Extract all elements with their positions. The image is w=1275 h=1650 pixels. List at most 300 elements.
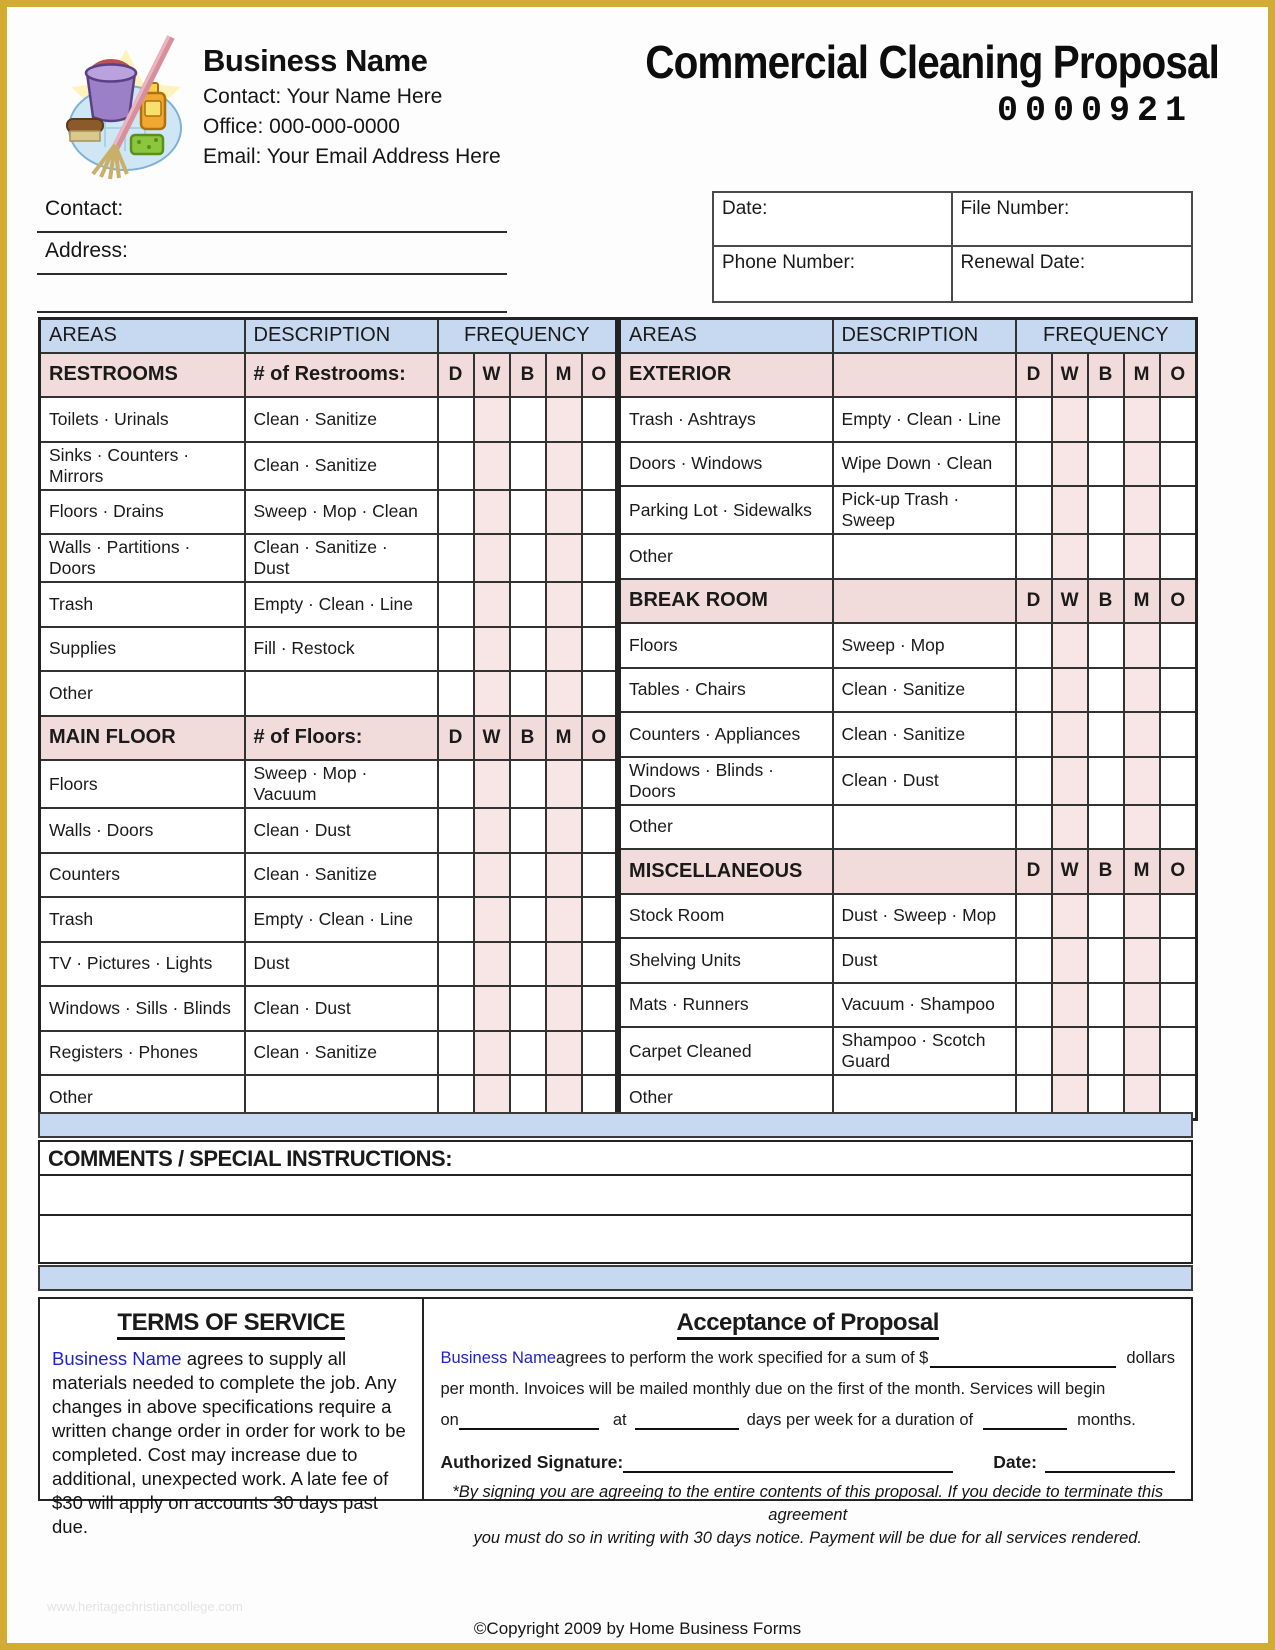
frequency-checkbox-cell[interactable]: [582, 853, 617, 898]
frequency-checkbox-cell[interactable]: [1124, 623, 1160, 668]
frequency-checkbox-cell[interactable]: [1160, 983, 1197, 1028]
frequency-checkbox-cell[interactable]: [438, 490, 474, 535]
area-cell: Doors · Windows: [620, 442, 833, 487]
frequency-checkbox-cell[interactable]: [546, 534, 582, 582]
comments-section: [38, 1140, 1193, 1264]
area-cell: Shelving Units: [620, 938, 833, 983]
frequency-letter-cell: B: [510, 353, 546, 398]
frequency-checkbox-cell[interactable]: [1016, 983, 1052, 1028]
checklist-table-right: [618, 317, 1198, 1121]
frequency-checkbox-cell[interactable]: [438, 897, 474, 942]
frequency-letter-cell: M: [546, 716, 582, 761]
frequency-checkbox-cell[interactable]: [510, 1031, 546, 1076]
divider-bar-top: [38, 1112, 1193, 1138]
col-header-frequency: FREQUENCY: [1016, 319, 1197, 353]
frequency-checkbox-cell[interactable]: [546, 442, 582, 490]
description-cell: Clean · Sanitize: [245, 397, 438, 442]
frequency-checkbox-cell[interactable]: [510, 760, 546, 808]
file-number-field[interactable]: File Number:: [953, 193, 1192, 247]
renewal-date-field[interactable]: Renewal Date:: [960, 252, 1086, 273]
table-row: [40, 397, 617, 442]
comments-heading: COMMENTS / SPECIAL INSTRUCTIONS:: [40, 1142, 1191, 1176]
frequency-letter-cell: M: [1124, 579, 1160, 624]
client-address-line-2[interactable]: [37, 311, 507, 313]
frequency-checkbox-cell[interactable]: [1052, 442, 1088, 487]
frequency-checkbox-cell[interactable]: [438, 627, 474, 672]
frequency-checkbox-cell[interactable]: [582, 942, 617, 987]
area-cell: Trash · Ashtrays: [620, 397, 833, 442]
frequency-letter-cell: D: [438, 716, 474, 761]
frequency-checkbox-cell[interactable]: [1052, 938, 1088, 983]
area-cell: Mats · Runners: [620, 983, 833, 1028]
frequency-checkbox-cell[interactable]: [582, 397, 617, 442]
frequency-checkbox-cell[interactable]: [1160, 805, 1197, 850]
area-cell: BREAK ROOM: [620, 579, 833, 624]
area-cell: Counters: [40, 853, 245, 898]
frequency-checkbox-cell[interactable]: [474, 808, 510, 853]
brush-shape: [67, 119, 103, 132]
area-cell: Counters · Appliances: [620, 712, 833, 757]
description-cell: Dust · Sweep · Mop: [833, 894, 1016, 939]
frequency-checkbox-cell[interactable]: [582, 582, 617, 627]
description-cell: Empty · Clean · Line: [245, 582, 438, 627]
table-row: [40, 490, 617, 535]
table-row: [620, 534, 1197, 579]
frequency-checkbox-cell[interactable]: [1016, 712, 1052, 757]
frequency-checkbox-cell[interactable]: [474, 397, 510, 442]
signing-note: *By signing you are agreeing to the entire contents of this proposal. If you decide to terminate this agreement you must do so in writing with 30 days notice. Payment will be due for all services rendered.: [452, 1483, 1164, 1547]
section-row: [40, 716, 617, 761]
description-cell: Clean · Dust: [245, 808, 438, 853]
frequency-checkbox-cell[interactable]: [438, 986, 474, 1031]
frequency-checkbox-cell[interactable]: [1016, 623, 1052, 668]
terms-acceptance-box: [38, 1297, 1193, 1547]
terms-body: Business Name agrees to supply all materials needed to complete the job. Any changes in above specifications require a written change order in order for work to be completed. Cost may increase due to additional, unexpected work. A late fee of $30 will apply on accounts 30 days past due.: [52, 1348, 406, 1537]
client-address-label: Address:: [45, 239, 128, 262]
frequency-checkbox-cell[interactable]: [1124, 1027, 1160, 1075]
area-cell: Tables · Chairs: [620, 668, 833, 713]
copyright-text: ©Copyright 2009 by Home Business Forms: [473, 1619, 802, 1638]
frequency-checkbox-cell[interactable]: [438, 942, 474, 987]
description-cell: # of Restrooms:: [245, 353, 438, 398]
frequency-checkbox-cell[interactable]: [1088, 668, 1124, 713]
col-header-description: DESCRIPTION: [245, 319, 438, 353]
frequency-checkbox-cell[interactable]: [510, 853, 546, 898]
business-name: Business Name: [203, 43, 428, 78]
frequency-checkbox-cell[interactable]: [1124, 983, 1160, 1028]
frequency-checkbox-cell[interactable]: [1088, 486, 1124, 534]
frequency-checkbox-cell[interactable]: [438, 442, 474, 490]
frequency-checkbox-cell[interactable]: [1016, 757, 1052, 805]
area-cell: Carpet Cleaned: [620, 1027, 833, 1075]
frequency-checkbox-cell[interactable]: [1088, 442, 1124, 487]
frequency-checkbox-cell[interactable]: [582, 534, 617, 582]
description-cell: [833, 353, 1016, 398]
frequency-checkbox-cell[interactable]: [510, 582, 546, 627]
frequency-checkbox-cell[interactable]: [1088, 534, 1124, 579]
cleaning-supplies-logo-icon: [59, 31, 193, 181]
description-cell: [245, 671, 438, 716]
table-row: [620, 805, 1197, 850]
frequency-checkbox-cell[interactable]: [1052, 712, 1088, 757]
frequency-checkbox-cell[interactable]: [474, 490, 510, 535]
section-row: [620, 849, 1197, 894]
terms-heading: TERMS OF SERVICE: [117, 1309, 345, 1340]
area-cell: Sinks · Counters · Mirrors: [40, 442, 245, 490]
sponge-shape: [131, 135, 163, 154]
frequency-checkbox-cell[interactable]: [1124, 757, 1160, 805]
area-cell: Supplies: [40, 627, 245, 672]
frequency-checkbox-cell[interactable]: [1088, 805, 1124, 850]
description-cell: Vacuum · Shampoo: [833, 983, 1016, 1028]
frequency-checkbox-cell[interactable]: [438, 808, 474, 853]
frequency-checkbox-cell[interactable]: [546, 1031, 582, 1076]
description-cell: Dust: [245, 942, 438, 987]
frequency-checkbox-cell[interactable]: [1124, 486, 1160, 534]
frequency-checkbox-cell[interactable]: [1124, 442, 1160, 487]
frequency-checkbox-cell[interactable]: [1088, 623, 1124, 668]
frequency-checkbox-cell[interactable]: [1016, 397, 1052, 442]
sum-blank-line[interactable]: [930, 1350, 1116, 1368]
frequency-letter-cell: B: [1088, 353, 1124, 398]
area-cell: Walls · Doors: [40, 808, 245, 853]
duration-blank-line[interactable]: [983, 1412, 1067, 1430]
description-cell: Clean · Dust: [833, 757, 1016, 805]
frequency-checkbox-cell[interactable]: [1052, 894, 1088, 939]
frequency-letter-cell: O: [582, 716, 617, 761]
col-header-frequency: FREQUENCY: [438, 319, 617, 353]
client-address-line[interactable]: [37, 273, 507, 275]
frequency-checkbox-cell[interactable]: [1124, 805, 1160, 850]
frequency-checkbox-cell[interactable]: [1124, 534, 1160, 579]
frequency-checkbox-cell[interactable]: [1160, 712, 1197, 757]
frequency-letter-cell: M: [1124, 849, 1160, 894]
table-row: [620, 623, 1197, 668]
frequency-checkbox-cell[interactable]: [1052, 534, 1088, 579]
frequency-letter-cell: O: [582, 353, 617, 398]
frequency-checkbox-cell[interactable]: [1088, 712, 1124, 757]
frequency-checkbox-cell[interactable]: [582, 627, 617, 672]
frequency-checkbox-cell[interactable]: [1160, 534, 1197, 579]
frequency-checkbox-cell[interactable]: [582, 897, 617, 942]
frequency-checkbox-cell[interactable]: [510, 397, 546, 442]
area-cell: Floors · Drains: [40, 490, 245, 535]
frequency-checkbox-cell[interactable]: [1160, 486, 1197, 534]
description-cell: Sweep · Mop · Clean: [245, 490, 438, 535]
frequency-checkbox-cell[interactable]: [1016, 534, 1052, 579]
frequency-checkbox-cell[interactable]: [546, 397, 582, 442]
frequency-letter-cell: D: [1016, 579, 1052, 624]
area-cell: Toilets · Urinals: [40, 397, 245, 442]
frequency-checkbox-cell[interactable]: [582, 442, 617, 490]
description-cell: Sweep · Mop: [833, 623, 1016, 668]
frequency-checkbox-cell[interactable]: [438, 671, 474, 716]
frequency-checkbox-cell[interactable]: [582, 490, 617, 535]
area-cell: Walls · Partitions · Doors: [40, 534, 245, 582]
frequency-checkbox-cell[interactable]: [1052, 983, 1088, 1028]
frequency-letter-cell: W: [1052, 579, 1088, 624]
acceptance-line-2: per month. Invoices will be mailed monthly due on the first of the month. Services will begin: [440, 1380, 1106, 1398]
description-cell: Pick-up Trash · Sweep: [833, 486, 1016, 534]
area-cell: Other: [40, 1075, 245, 1120]
frequency-checkbox-cell[interactable]: [474, 1031, 510, 1076]
frequency-checkbox-cell[interactable]: [546, 808, 582, 853]
frequency-checkbox-cell[interactable]: [438, 582, 474, 627]
acceptance-business-name: Business Name: [440, 1349, 557, 1367]
frequency-checkbox-cell[interactable]: [546, 897, 582, 942]
table-row: [620, 757, 1197, 805]
terms-business-name: Business Name: [52, 1348, 182, 1369]
description-cell: # of Floors:: [245, 716, 438, 761]
frequency-checkbox-cell[interactable]: [546, 942, 582, 987]
divider-bar-bottom: [38, 1265, 1193, 1291]
times-blank-line[interactable]: [635, 1412, 739, 1430]
frequency-checkbox-cell[interactable]: [582, 760, 617, 808]
frequency-checkbox-cell[interactable]: [1016, 486, 1052, 534]
description-cell: Clean · Sanitize: [833, 668, 1016, 713]
cleaning-checklist: [38, 317, 1198, 1121]
frequency-checkbox-cell[interactable]: [510, 534, 546, 582]
frequency-letter-cell: W: [1052, 849, 1088, 894]
frequency-letter-cell: D: [1016, 849, 1052, 894]
frequency-checkbox-cell[interactable]: [546, 627, 582, 672]
acceptance-of-proposal: [424, 1299, 1191, 1547]
frequency-checkbox-cell[interactable]: [1124, 668, 1160, 713]
area-cell: MAIN FLOOR: [40, 716, 245, 761]
frequency-checkbox-cell[interactable]: [438, 1031, 474, 1076]
description-cell: Clean · Sanitize: [245, 853, 438, 898]
area-cell: Other: [620, 1075, 833, 1120]
area-cell: MISCELLANEOUS: [620, 849, 833, 894]
description-cell: [833, 579, 1016, 624]
frequency-checkbox-cell[interactable]: [474, 442, 510, 490]
frequency-checkbox-cell[interactable]: [1016, 805, 1052, 850]
acceptance-line-3: on at days per week for a duration of months.: [440, 1411, 1136, 1429]
table-row: [40, 442, 617, 490]
frequency-checkbox-cell[interactable]: [1016, 668, 1052, 713]
table-row: [620, 442, 1197, 487]
frequency-letter-cell: M: [1124, 353, 1160, 398]
frequency-checkbox-cell[interactable]: [1124, 938, 1160, 983]
terms-of-service: [40, 1299, 424, 1537]
description-cell: Wipe Down · Clean: [833, 442, 1016, 487]
frequency-checkbox-cell[interactable]: [1160, 894, 1197, 939]
frequency-checkbox-cell[interactable]: [474, 986, 510, 1031]
description-cell: Clean · Sanitize: [833, 712, 1016, 757]
description-cell: [833, 805, 1016, 850]
frequency-checkbox-cell[interactable]: [546, 582, 582, 627]
table-row: [40, 582, 617, 627]
table-row: [620, 668, 1197, 713]
table-row: [40, 534, 617, 582]
frequency-checkbox-cell[interactable]: [474, 671, 510, 716]
frequency-checkbox-cell[interactable]: [1160, 397, 1197, 442]
table-row: [620, 486, 1197, 534]
table-row: [40, 760, 617, 808]
frequency-checkbox-cell[interactable]: [1088, 397, 1124, 442]
table-row: [40, 1031, 617, 1076]
col-header-description: DESCRIPTION: [833, 319, 1016, 353]
area-cell: Trash: [40, 897, 245, 942]
frequency-letter-cell: B: [1088, 579, 1124, 624]
area-cell: TV · Pictures · Lights: [40, 942, 245, 987]
area-cell: RESTROOMS: [40, 353, 245, 398]
frequency-checkbox-cell[interactable]: [1088, 983, 1124, 1028]
frequency-checkbox-cell[interactable]: [1052, 623, 1088, 668]
frequency-checkbox-cell[interactable]: [582, 1031, 617, 1076]
description-cell: Clean · Sanitize · Dust: [245, 534, 438, 582]
frequency-checkbox-cell[interactable]: [1052, 668, 1088, 713]
area-cell: Other: [620, 534, 833, 579]
description-cell: [833, 534, 1016, 579]
frequency-checkbox-cell[interactable]: [546, 853, 582, 898]
start-date-blank-line[interactable]: [459, 1412, 599, 1430]
frequency-checkbox-cell[interactable]: [582, 671, 617, 716]
frequency-letter-cell: B: [510, 716, 546, 761]
table-row: [40, 671, 617, 716]
frequency-checkbox-cell[interactable]: [474, 942, 510, 987]
frequency-checkbox-cell[interactable]: [582, 986, 617, 1031]
frequency-checkbox-cell[interactable]: [1052, 757, 1088, 805]
description-cell: Sweep · Mop · Vacuum: [245, 760, 438, 808]
acceptance-heading: Acceptance of Proposal: [677, 1309, 939, 1340]
frequency-checkbox-cell[interactable]: [510, 490, 546, 535]
frequency-checkbox-cell[interactable]: [1124, 894, 1160, 939]
frequency-checkbox-cell[interactable]: [1052, 486, 1088, 534]
description-cell: Empty · Clean · Line: [833, 397, 1016, 442]
business-office-line: Office: 000-000-0000: [203, 115, 400, 138]
frequency-checkbox-cell[interactable]: [1160, 623, 1197, 668]
business-email-line: Email: Your Email Address Here: [203, 145, 501, 168]
frequency-checkbox-cell[interactable]: [1088, 938, 1124, 983]
description-cell: Clean · Sanitize: [245, 442, 438, 490]
frequency-checkbox-cell[interactable]: [1088, 894, 1124, 939]
section-row: [40, 353, 617, 398]
frequency-checkbox-cell[interactable]: [1124, 397, 1160, 442]
table-row: [620, 1027, 1197, 1075]
frequency-checkbox-cell[interactable]: [1016, 1027, 1052, 1075]
frequency-checkbox-cell[interactable]: [510, 942, 546, 987]
frequency-checkbox-cell[interactable]: [474, 627, 510, 672]
frequency-checkbox-cell[interactable]: [1160, 757, 1197, 805]
frequency-checkbox-cell[interactable]: [474, 897, 510, 942]
table-row: [40, 897, 617, 942]
area-cell: Floors: [620, 623, 833, 668]
description-cell: Shampoo · Scotch Guard: [833, 1027, 1016, 1075]
description-cell: Clean · Sanitize: [245, 1031, 438, 1076]
frequency-checkbox-cell[interactable]: [474, 582, 510, 627]
frequency-checkbox-cell[interactable]: [438, 397, 474, 442]
frequency-letter-cell: W: [1052, 353, 1088, 398]
description-cell: Clean · Dust: [245, 986, 438, 1031]
area-cell: Windows · Sills · Blinds: [40, 986, 245, 1031]
frequency-letter-cell: O: [1160, 353, 1197, 398]
frequency-checkbox-cell[interactable]: [1088, 1027, 1124, 1075]
frequency-checkbox-cell[interactable]: [1052, 1027, 1088, 1075]
client-contact-line[interactable]: [37, 231, 507, 233]
col-header-areas: AREAS: [620, 319, 833, 353]
frequency-checkbox-cell[interactable]: [510, 442, 546, 490]
table-row: [40, 853, 617, 898]
table-row: [620, 938, 1197, 983]
frequency-checkbox-cell[interactable]: [510, 627, 546, 672]
comments-line-1[interactable]: [40, 1176, 1191, 1216]
frequency-checkbox-cell[interactable]: [546, 671, 582, 716]
frequency-letter-cell: B: [1088, 849, 1124, 894]
area-cell: Parking Lot · Sidewalks: [620, 486, 833, 534]
frequency-letter-cell: M: [546, 353, 582, 398]
frequency-checkbox-cell[interactable]: [1052, 397, 1088, 442]
phone-number-field[interactable]: Phone Number:: [714, 247, 953, 301]
area-cell: EXTERIOR: [620, 353, 833, 398]
area-cell: Stock Room: [620, 894, 833, 939]
frequency-checkbox-cell[interactable]: [1016, 442, 1052, 487]
frequency-checkbox-cell[interactable]: [510, 897, 546, 942]
frequency-checkbox-cell[interactable]: [1124, 712, 1160, 757]
frequency-checkbox-cell[interactable]: [546, 490, 582, 535]
frequency-checkbox-cell[interactable]: [1052, 805, 1088, 850]
info-box: [712, 191, 1193, 303]
signature-blank-line[interactable]: [623, 1455, 953, 1473]
table-row: [40, 808, 617, 853]
frequency-checkbox-cell[interactable]: [438, 534, 474, 582]
table-row: [620, 983, 1197, 1028]
table-row: [620, 894, 1197, 939]
frequency-letter-cell: W: [474, 716, 510, 761]
frequency-checkbox-cell[interactable]: [510, 808, 546, 853]
area-cell: Trash: [40, 582, 245, 627]
frequency-checkbox-cell[interactable]: [1160, 938, 1197, 983]
table-header-row: [620, 319, 1197, 353]
section-row: [620, 579, 1197, 624]
frequency-checkbox-cell[interactable]: [1088, 757, 1124, 805]
date-field[interactable]: Date:: [714, 193, 953, 247]
description-cell: [833, 849, 1016, 894]
frequency-checkbox-cell[interactable]: [546, 760, 582, 808]
date-label: Date:: [993, 1452, 1037, 1472]
frequency-checkbox-cell[interactable]: [510, 986, 546, 1031]
client-contact-label: Contact:: [45, 197, 124, 220]
frequency-checkbox-cell[interactable]: [438, 853, 474, 898]
frequency-checkbox-cell[interactable]: [1160, 442, 1197, 487]
checklist-table-left: [38, 317, 618, 1121]
frequency-checkbox-cell[interactable]: [582, 808, 617, 853]
frequency-checkbox-cell[interactable]: [474, 534, 510, 582]
frequency-letter-cell: D: [1016, 353, 1052, 398]
frequency-checkbox-cell[interactable]: [474, 760, 510, 808]
frequency-letter-cell: O: [1160, 579, 1197, 624]
frequency-checkbox-cell[interactable]: [510, 671, 546, 716]
form-number: 0000921: [996, 91, 1193, 131]
description-cell: Fill · Restock: [245, 627, 438, 672]
frequency-checkbox-cell[interactable]: [474, 853, 510, 898]
frequency-checkbox-cell[interactable]: [1016, 894, 1052, 939]
table-header-row: [40, 319, 617, 353]
description-cell: Dust: [833, 938, 1016, 983]
business-identity: [203, 43, 623, 169]
frequency-checkbox-cell[interactable]: [1160, 1027, 1197, 1075]
frequency-checkbox-cell[interactable]: [546, 986, 582, 1031]
table-row: [40, 986, 617, 1031]
frequency-checkbox-cell[interactable]: [1160, 668, 1197, 713]
col-header-areas: AREAS: [40, 319, 245, 353]
comments-line-2[interactable]: [40, 1216, 1191, 1262]
date-blank-line[interactable]: [1045, 1455, 1175, 1473]
frequency-checkbox-cell[interactable]: [1016, 938, 1052, 983]
frequency-letter-cell: W: [474, 353, 510, 398]
frequency-checkbox-cell[interactable]: [438, 760, 474, 808]
acceptance-line-1: Business Name agrees to perform the work specified for a sum of $ dollars: [440, 1349, 1175, 1367]
